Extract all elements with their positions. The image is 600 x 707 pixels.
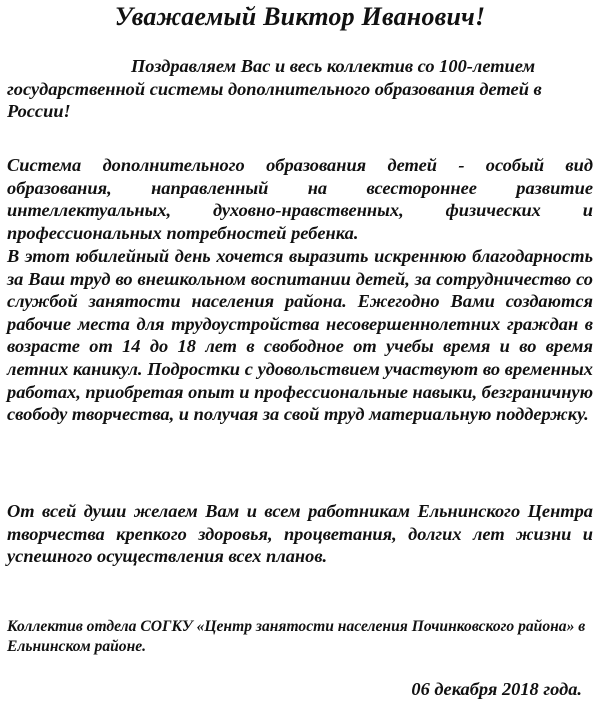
wishes-paragraph: От всей души желаем Вам и всем работникам Ельнинского Центра творчества крепкого здоровья, процветания, долгих лет жизни и успешного осуществления всех планов. bbox=[7, 501, 593, 567]
letter-title: Уважаемый Виктор Иванович! bbox=[114, 2, 486, 31]
system-description-paragraph: Система дополнительного образования детей - особый вид образования, направленный на всестороннее развитие интеллектуальных, духовно-нравственных, физических и профессиональных потребностей ребенка. bbox=[7, 155, 593, 243]
signature-block: Коллектив отдела СОГКУ «Центр занятости населения Починковского района» в Ельнинском районе. bbox=[7, 618, 586, 655]
gratitude-paragraph: В этот юбилейный день хочется выразить искреннюю благодарность за Ваш труд во внешкольном воспитании детей, за сотрудничество со службой занятости населения района. Ежегодно Вами создаются рабочие места для трудоустройства несовершеннолетних граждан в возрасте от 14 до 18 лет в свободное от учебы время и во время летних каникул. Подростки с удовольствием участвуют во временных работах, приобретая опыт и профессиональные навыки, безграничную свободу творчества, и получая за свой труд материальную поддержку. bbox=[7, 246, 593, 425]
letter-date: 06 декабря 2018 года. bbox=[411, 679, 582, 699]
greeting-paragraph: Поздравляем Вас и весь коллектив со 100-летием государственной системы дополнительного образования детей в России! bbox=[7, 56, 542, 122]
